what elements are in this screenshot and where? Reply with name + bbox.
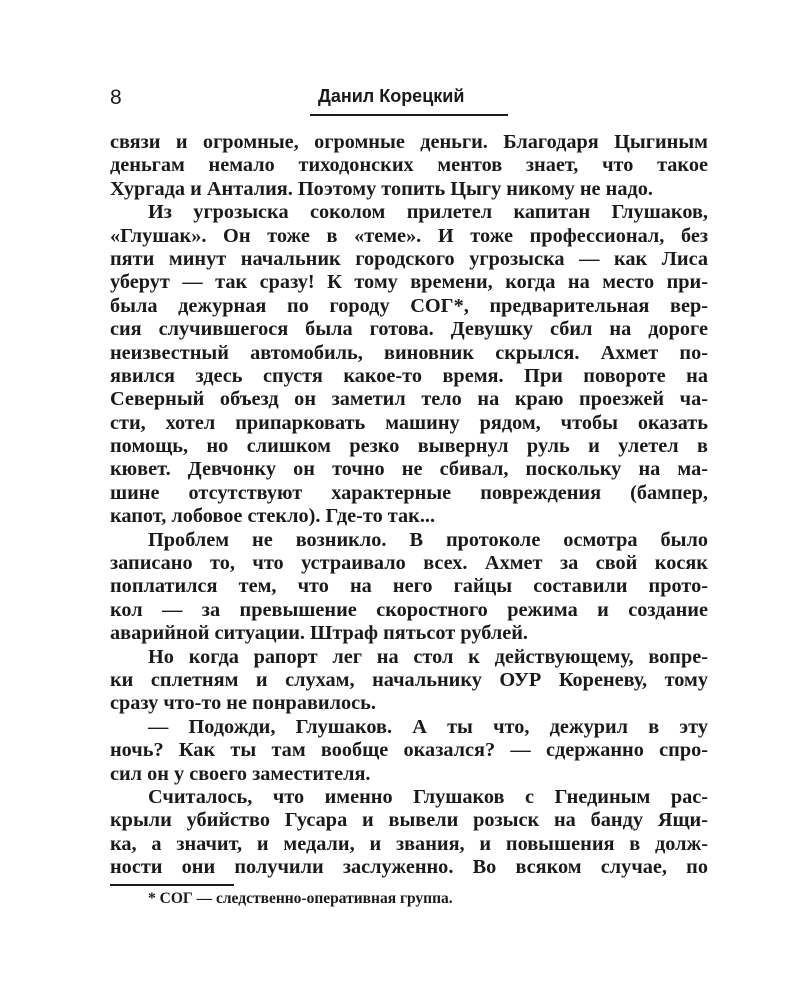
text-line: — Подожди, Глушаков. А ты что, дежурил в эту <box>148 715 708 738</box>
text-line: кювет. Девчонку он точно не сбивал, поскольку на ма- <box>110 458 708 481</box>
text-line: сти, хотел припарковать машину рядом, чтобы оказать <box>110 411 708 434</box>
text-line: аварийной ситуации. Штраф пятьсот рублей. <box>110 622 528 645</box>
text-line: шине отсутствуют характерные повреждения (бампер, <box>110 481 708 504</box>
text-line: Хургада и Анталия. Поэтому топить Цыгу никому не надо. <box>110 177 653 200</box>
text-line: ности они получили заслуженно. Во всяком случае, по <box>110 856 708 879</box>
text-line: ка, а значит, и медали, и звания, и повышения в долж- <box>110 832 708 855</box>
text-line: Но когда рапорт лег на стол к действующему, вопре- <box>148 645 708 668</box>
text-line: ки сплетням и слухам, начальнику ОУР Кореневу, тому <box>110 668 708 691</box>
text-line: Из угрозыска соколом прилетел капитан Глушаков, <box>148 201 708 224</box>
text-line: деньгам немало тиходонских ментов знает, что такое <box>110 154 708 177</box>
text-line: капот, лобовое стекло). Где-то так... <box>110 505 436 528</box>
text-line: связи и огромные, огромные деньги. Благодаря Цыгиным <box>110 131 708 153</box>
text-line: Проблем не возникло. В протоколе осмотра было <box>148 528 708 551</box>
running-head-author: Данил Корецкий <box>318 86 465 106</box>
text-line: кол — за превышение скоростного режима и создание <box>110 598 708 621</box>
footnote: * СОГ — следственно-оперативная группа. <box>148 890 453 907</box>
text-line: уберут — так сразу! К тому времени, когда на место при- <box>110 271 708 294</box>
text-line: неизвестный автомобиль, виновник скрылся. Ахмет по- <box>110 341 708 364</box>
header-rule <box>310 114 508 116</box>
text-line: ночь? Как ты там вообще оказался? — сдержанно спро- <box>110 739 708 762</box>
text-line: пяти минут начальник городского угрозыска — как Лиса <box>110 247 708 270</box>
text-line: явился здесь спустя какое-то время. При повороте на <box>110 364 708 387</box>
text-line: поплатился тем, что на него гайцы составили прото- <box>110 575 708 598</box>
footnote-rule <box>110 884 234 886</box>
text-line: помощь, но слишком резко вывернул руль и улетел в <box>110 435 708 458</box>
text-line: крыли убийство Гусара и вывели розыск на банду Ящи- <box>110 809 708 832</box>
text-line: была дежурная по городу СОГ*, предварительная вер- <box>110 294 708 317</box>
text-line: Северный объезд он заметил тело на краю проезжей ча- <box>110 388 708 411</box>
text-line: «Глушак». Он тоже в «теме». И тоже профессионал, без <box>110 224 708 247</box>
text-line: сразу что-то не понравилось. <box>110 692 376 715</box>
text-line: Считалось, что именно Глушаков с Гнединым рас- <box>148 785 708 808</box>
text-line: сия случившегося была готова. Девушку сбил на дороге <box>110 318 708 341</box>
body-text <box>110 131 708 880</box>
text-line: сил он у своего заместителя. <box>110 762 371 785</box>
text-line: записано то, что устраивало всех. Ахмет за свой косяк <box>110 552 708 575</box>
page-number: 8 <box>110 86 122 109</box>
